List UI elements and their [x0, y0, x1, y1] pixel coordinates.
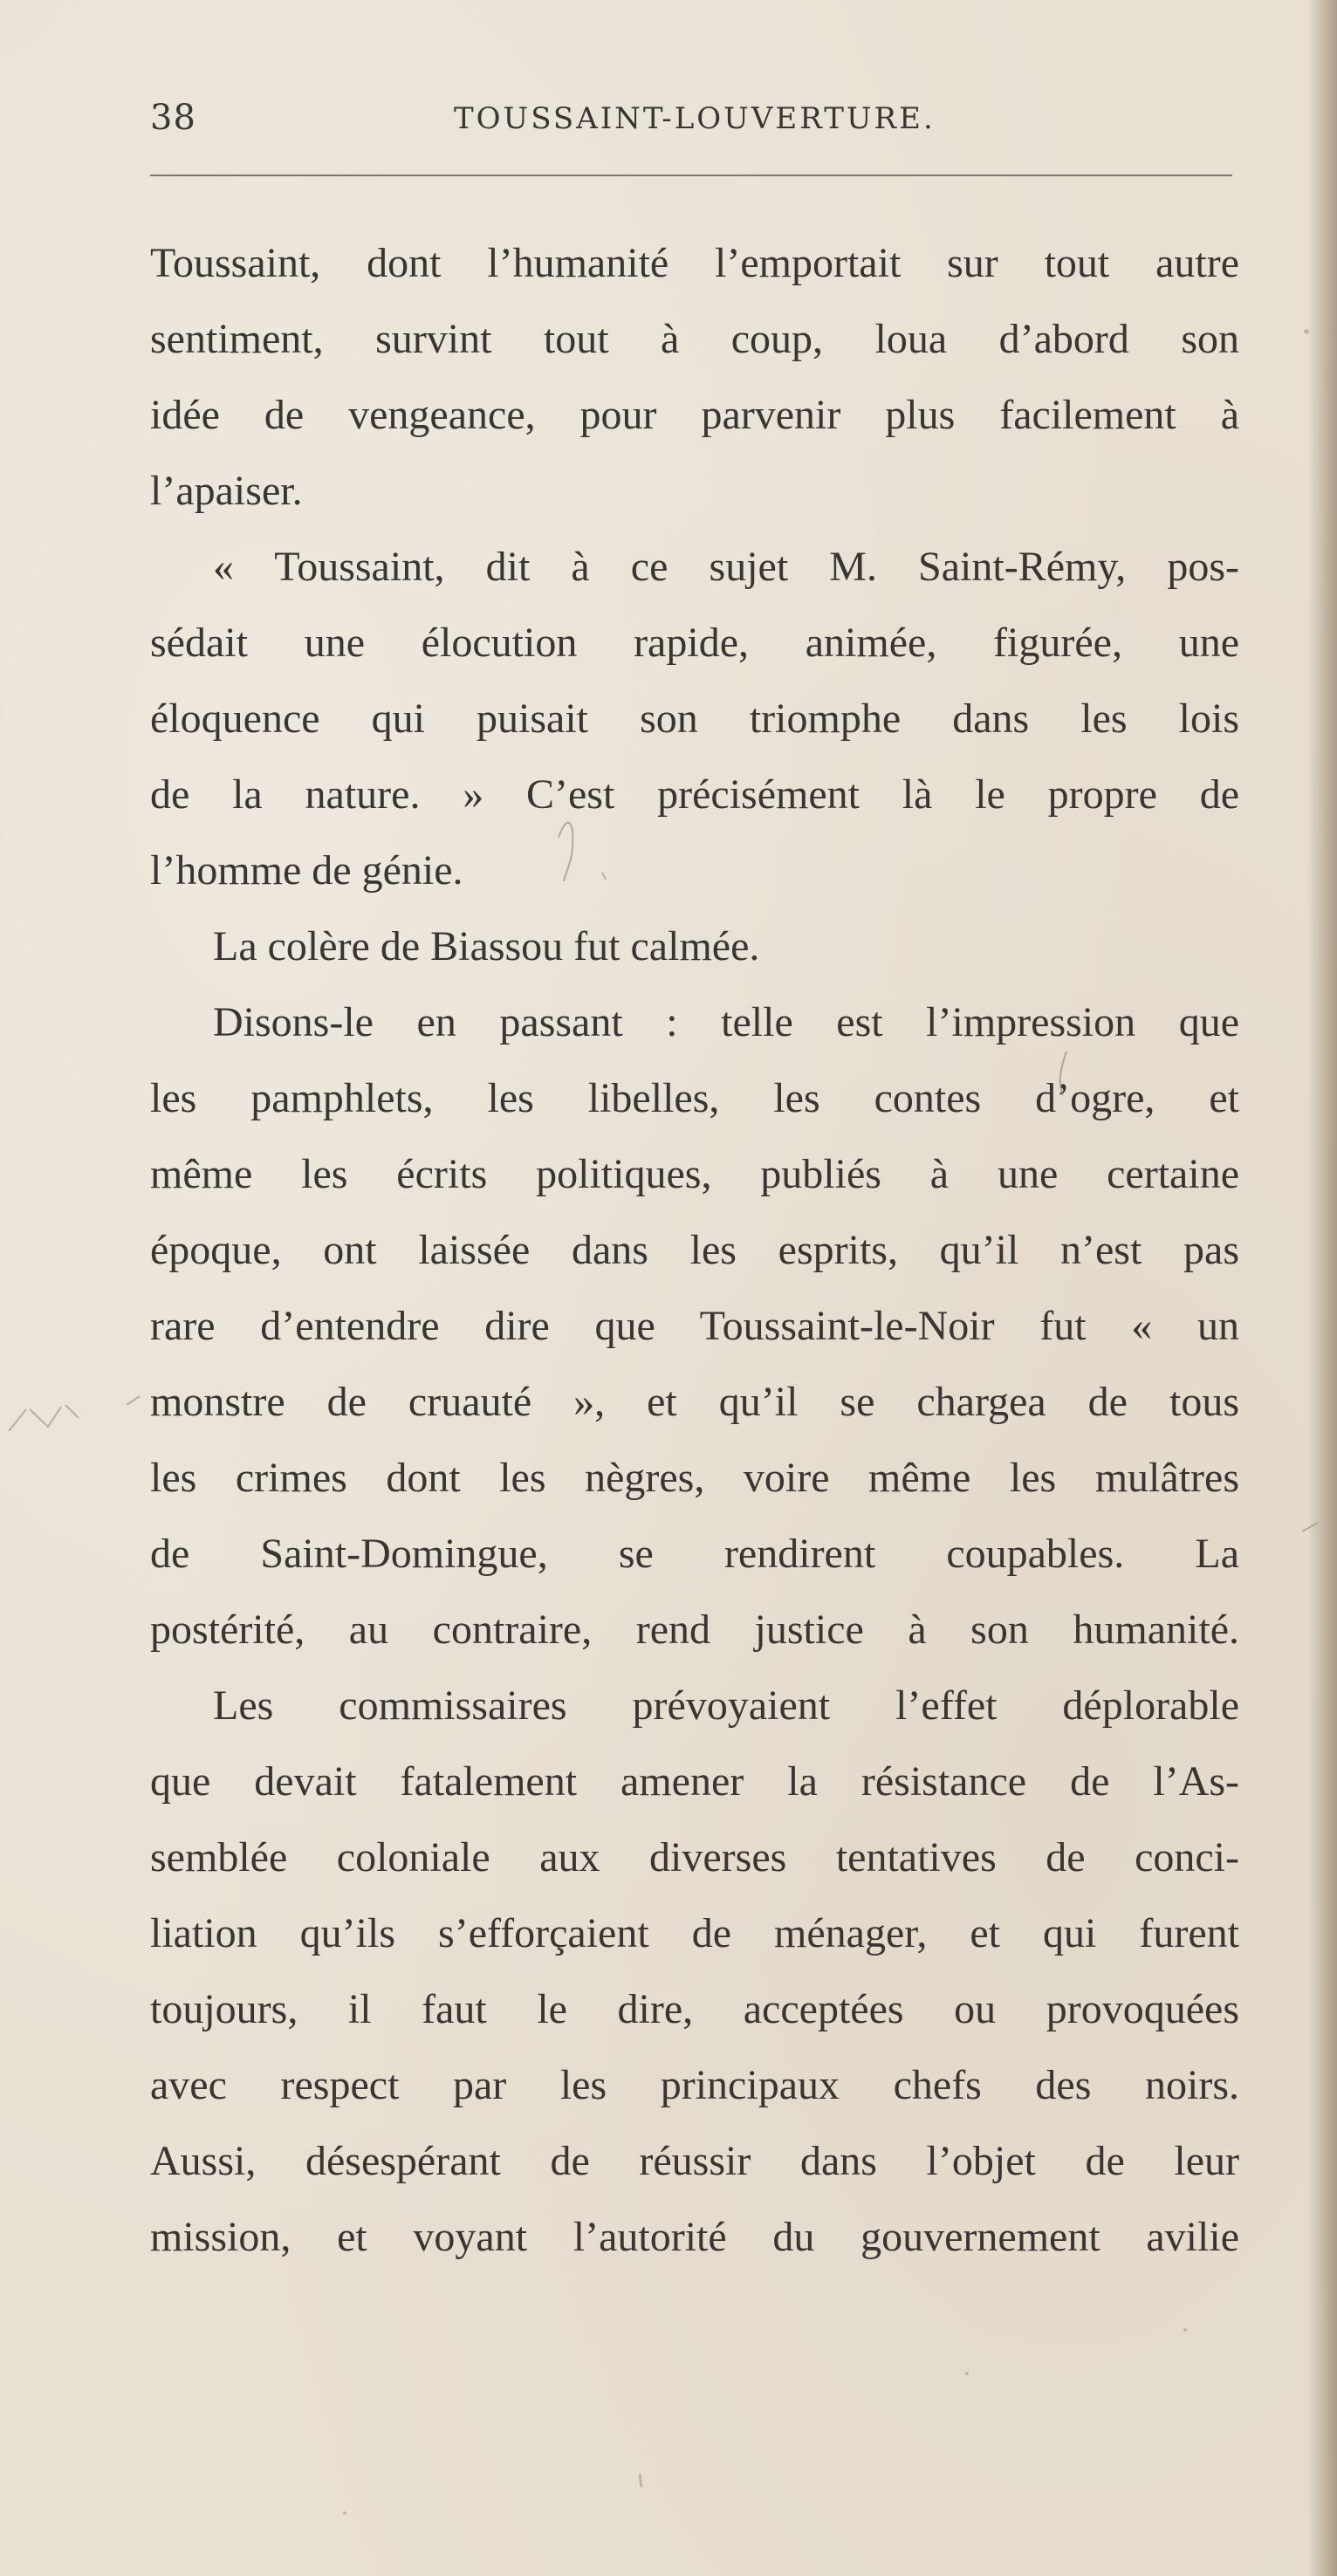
text-line: que devait fatalement amener la résistance de l’As- — [150, 1758, 1239, 1805]
text-line: les pamphlets, les libelles, les contes d’ogre, et — [150, 1075, 1239, 1121]
text-line: idée de vengeance, pour parvenir plus facilement à — [150, 392, 1239, 438]
text-line: époque, ont laissée dans les esprits, qu’il n’est pas — [150, 1227, 1239, 1273]
text-line: Les commissaires prévoyaient l’effet déplorable — [213, 1682, 1239, 1729]
pencil-scribble-mark — [127, 1396, 140, 1405]
running-title: TOUSSAINT-LOUVERTURE. — [454, 101, 936, 136]
text-line: postérité, au contraire, rend justice à son humanité. — [150, 1607, 1239, 1653]
text-line: de la nature. » C’est précisément là le propre de — [150, 771, 1239, 818]
text-line: Aussi, désespérant de réussir dans l’objet de leur — [150, 2138, 1239, 2184]
pencil-scribble-mark — [602, 873, 606, 880]
pencil-scribble-mark — [559, 823, 573, 881]
text-line: Disons-le en passant : telle est l’impression que — [213, 999, 1239, 1045]
text-line: sédait une élocution rapide, animée, figurée, une — [150, 620, 1239, 666]
text-line: liation qu’ils s’efforçaient de ménager, et qui furent — [150, 1910, 1239, 1956]
paper-speck — [1304, 329, 1309, 334]
text-line: l’homme de génie. — [150, 847, 463, 894]
text-line: monstre de cruauté », et qu’il se chargea de tous — [150, 1379, 1239, 1425]
text-line: même les écrits politiques, publiés à une certaine — [150, 1151, 1239, 1197]
paper-speck — [640, 2474, 641, 2487]
text-line: sentiment, survint tout à coup, loua d’abord son — [150, 316, 1239, 362]
text-line: de Saint-Domingue, se rendirent coupables. La — [150, 1531, 1239, 1577]
paper-speck — [1183, 2328, 1187, 2332]
text-line: La colère de Biassou fut calmée. — [213, 923, 760, 969]
text-line: avec respect par les principaux chefs des noirs. — [150, 2062, 1239, 2108]
text-line: mission, et voyant l’autorité du gouvernement avilie — [150, 2214, 1239, 2260]
text-line: toujours, il faut le dire, acceptées ou provoquées — [150, 1986, 1239, 2032]
page-number: 38 — [150, 98, 196, 138]
text-line: semblée coloniale aux diverses tentatives de conci- — [150, 1834, 1239, 1881]
text-line: les crimes dont les nègres, voire même les mulâtres — [150, 1455, 1239, 1501]
paper-speck — [965, 2372, 969, 2375]
paper-speck — [343, 2511, 346, 2515]
text-line: « Toussaint, dit à ce sujet M. Saint-Rémy, pos- — [213, 544, 1239, 590]
pencil-scribble-mark — [1302, 1523, 1318, 1531]
pencil-scribble-mark — [9, 1405, 79, 1431]
text-line: l’apaiser. — [150, 468, 303, 514]
text-line: éloquence qui puisait son triomphe dans les lois — [150, 695, 1239, 742]
text-line: Toussaint, dont l’humanité l’emportait sur tout autre — [150, 240, 1239, 286]
pencil-scribble-mark — [1060, 1052, 1066, 1095]
text-line: rare d’entendre dire que Toussaint-le-Noir fut « un — [150, 1303, 1239, 1349]
